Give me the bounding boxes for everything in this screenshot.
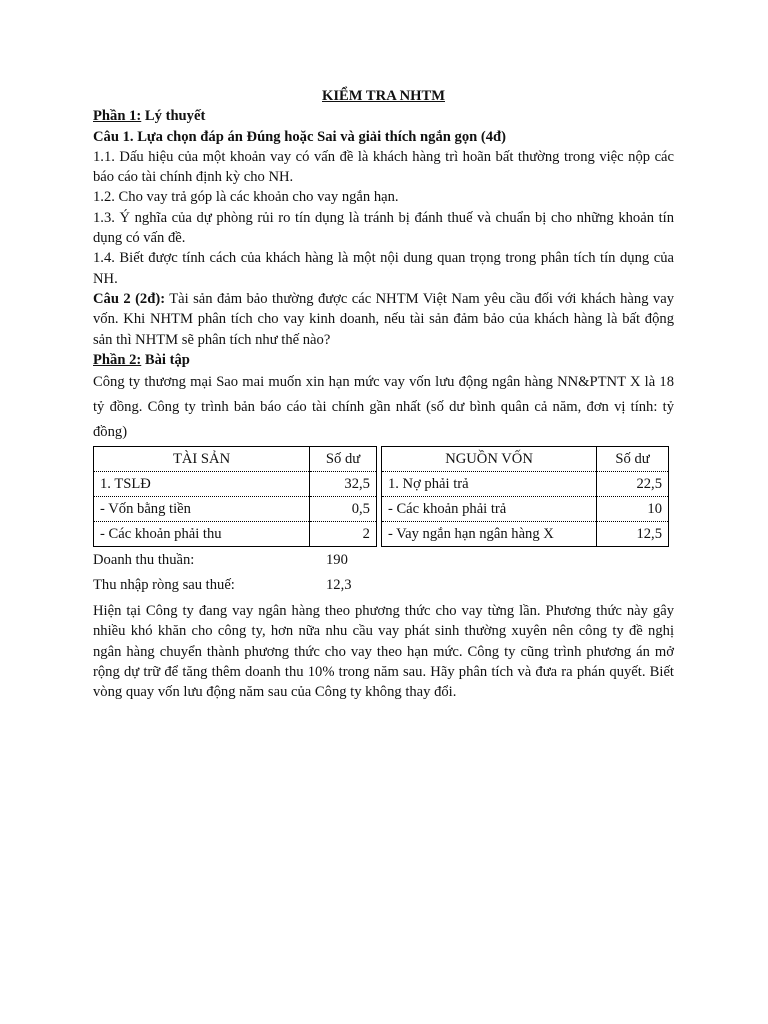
col-header-asset-balance: Số dư <box>310 447 377 472</box>
item-1-1: 1.1. Dấu hiệu của một khoản vay có vấn đề là khách hàng trì hoãn bất thường trong việc nộp các báo cáo tài chính định kỳ cho NH. <box>93 148 674 186</box>
part2-name: Bài tập <box>141 351 190 368</box>
table-row <box>94 497 669 522</box>
item-1-2: 1.2. Cho vay trả góp là các khoản cho vay ngắn hạn. <box>93 189 399 206</box>
item-1-4: 1.4. Biết được tính cách của khách hàng là một nội dung quan trọng trong phân tích tín dụng của NH. <box>93 250 674 287</box>
cell: 22,5 <box>597 472 669 497</box>
table-row <box>94 522 669 547</box>
part1-heading <box>93 106 674 126</box>
cell: 0,5 <box>310 497 377 522</box>
cell: - Vốn bằng tiền <box>94 497 310 522</box>
table-header-row <box>94 447 669 472</box>
part2-intro: Công ty thương mại Sao mai muốn xin hạn mức vay vốn lưu động ngân hàng NN&PTNT X là 18 tỷ đồng. Công ty trình bản báo cáo tài chính gần nhất (số dư bình quân cả năm, đơn vị tính: tỷ đồng) <box>93 374 674 441</box>
cell: 1. Nợ phải trả <box>381 472 596 497</box>
cell: - Các khoản phải trả <box>381 497 596 522</box>
part1-label: Phần 1: <box>93 108 142 125</box>
col-header-sources: NGUỒN VỐN <box>381 447 596 472</box>
cell: - Các khoản phải thu <box>94 522 310 547</box>
part2-closing: Hiện tại Công ty đang vay ngân hàng theo phương thức cho vay từng lần. Phương thức này gây nhiều khó khăn cho công ty, hơn nữa nhu cầu vay phát sinh thường xuyên nên công ty đề nghị ngân hàng chuyển thành phương thức cho vay theo hạn mức. Công ty cũng trình phương án mở rộng dự trữ để tăng thêm doanh thu 10% trong năm sau. Hãy phân tích và đưa ra phán quyết. Biết vòng quay vốn lưu động năm sau của Công ty không thay đổi. <box>93 603 674 701</box>
net-income-value: 12,3 <box>326 576 352 593</box>
col-header-assets: TÀI SẢN <box>94 447 310 472</box>
part2-label: Phần 2: <box>93 351 142 368</box>
revenue-line <box>93 547 674 572</box>
cell: 2 <box>310 522 377 547</box>
cell: 12,5 <box>597 522 669 547</box>
question1-heading: Câu 1. Lựa chọn đáp án Đúng hoặc Sai và giải thích ngắn gọn (4đ) <box>93 128 507 145</box>
balance-sheet-table <box>93 446 669 547</box>
table-row <box>94 472 669 497</box>
question2 <box>93 289 674 350</box>
document-page <box>93 86 674 703</box>
cell: - Vay ngắn hạn ngân hàng X <box>381 522 596 547</box>
question2-label: Câu 2 (2đ): <box>93 290 166 307</box>
item-1-3: 1.3. Ý nghĩa của dự phòng rủi ro tín dụng là tránh bị đánh thuế và chuẩn bị cho những khoản tín dụng có vấn đề. <box>93 209 674 247</box>
page-title: KIỂM TRA NHTM <box>322 88 445 104</box>
cell: 10 <box>597 497 669 522</box>
part1-name: Lý thuyết <box>141 108 206 125</box>
part2-heading <box>93 350 674 370</box>
question2-text: Tài sản đảm bảo thường được các NHTM Việt Nam yêu cầu đối với khách hàng vay vốn. Khi NHTM phân tích cho vay kinh doanh, nếu tài sản đảm bảo của khách hàng là bất động sản thì NHTM sẽ phân tích như thế nào? <box>93 290 674 348</box>
net-income-label: Thu nhập ròng sau thuế: <box>93 576 235 593</box>
col-header-source-balance: Số dư <box>597 447 669 472</box>
net-income-line <box>93 572 674 597</box>
revenue-label: Doanh thu thuần: <box>93 551 195 568</box>
cell: 1. TSLĐ <box>94 472 310 497</box>
revenue-value: 190 <box>326 551 348 568</box>
cell: 32,5 <box>310 472 377 497</box>
